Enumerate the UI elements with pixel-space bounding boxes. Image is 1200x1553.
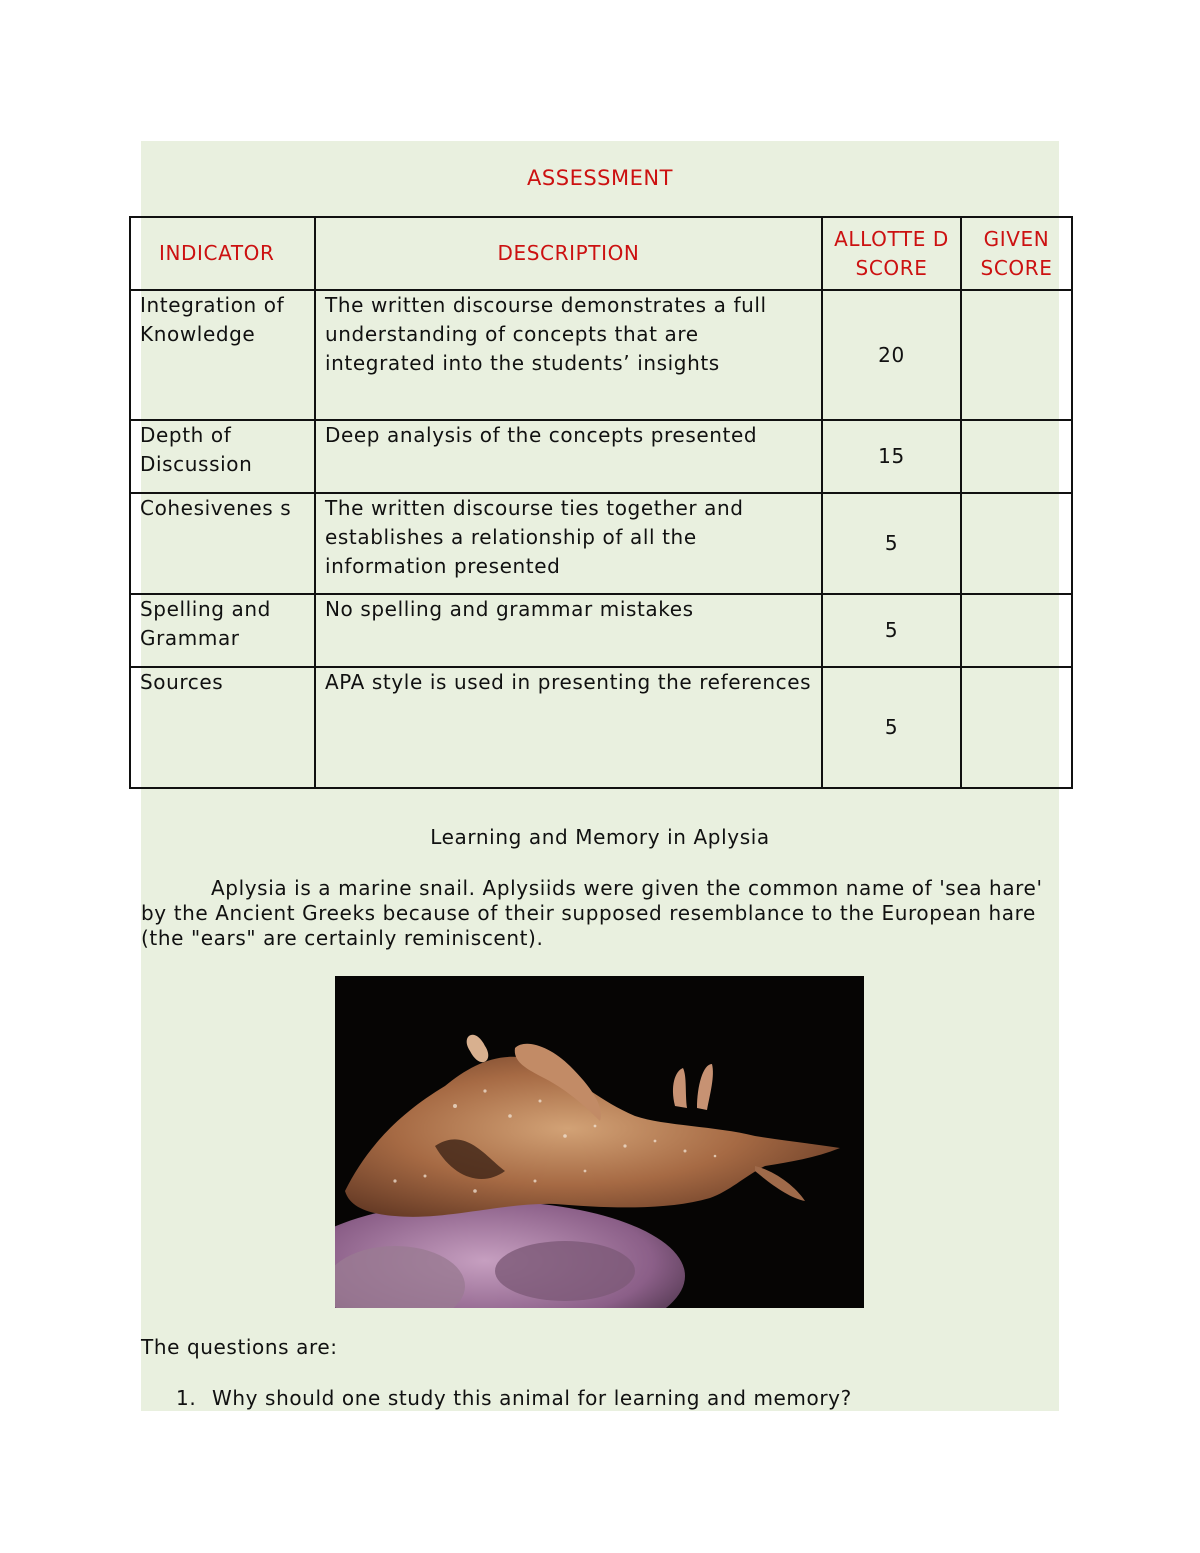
allotted-score-cell: 5 bbox=[822, 493, 961, 594]
header-indicator: INDICATOR bbox=[130, 217, 315, 290]
allotted-score-cell: 20 bbox=[822, 290, 961, 420]
given-score-cell bbox=[961, 493, 1072, 594]
description-cell: Deep analysis of the concepts presented bbox=[315, 420, 822, 493]
allotted-score-cell: 5 bbox=[822, 667, 961, 788]
description-cell: No spelling and grammar mistakes bbox=[315, 594, 822, 667]
aplysia-photo bbox=[335, 976, 864, 1308]
question-text: Why should one study this animal for learning and memory? bbox=[212, 1386, 852, 1410]
indicator-cell: Spelling and Grammar bbox=[130, 594, 315, 667]
description-cell: The written discourse demonstrates a full understanding of concepts that are integrated into the students’ insights bbox=[315, 290, 822, 420]
sea-slug-illustration bbox=[335, 976, 864, 1308]
indicator-cell: Depth of Discussion bbox=[130, 420, 315, 493]
table-row bbox=[130, 493, 1072, 594]
intro-paragraph bbox=[141, 876, 1059, 951]
table-row bbox=[130, 290, 1072, 420]
header-allotted-score: ALLOTTE D SCORE bbox=[822, 217, 961, 290]
given-score-cell bbox=[961, 667, 1072, 788]
list-item bbox=[176, 1386, 852, 1410]
table-header-row bbox=[130, 217, 1072, 290]
allotted-score-cell: 5 bbox=[822, 594, 961, 667]
table-row bbox=[130, 420, 1072, 493]
indicator-cell: Integration of Knowledge bbox=[130, 290, 315, 420]
given-score-cell bbox=[961, 420, 1072, 493]
table-row bbox=[130, 594, 1072, 667]
header-given-score: GIVEN SCORE bbox=[961, 217, 1072, 290]
given-score-cell bbox=[961, 594, 1072, 667]
description-cell: APA style is used in presenting the references bbox=[315, 667, 822, 788]
question-number: 1. bbox=[176, 1386, 197, 1410]
description-cell: The written discourse ties together and establishes a relationship of all the information presented bbox=[315, 493, 822, 594]
page-title: ASSESSMENT bbox=[527, 166, 673, 190]
intro-text: Aplysia is a marine snail. Aplysiids were given the common name of 'sea hare' by the Ancient Greeks because of their supposed resemblance to the European hare (the "ears" are certainly reminiscent). bbox=[141, 876, 1043, 950]
questions-label: The questions are: bbox=[141, 1335, 338, 1359]
table-row bbox=[130, 667, 1072, 788]
section-title: Learning and Memory in Aplysia bbox=[430, 825, 770, 849]
header-description: DESCRIPTION bbox=[315, 217, 822, 290]
indicator-cell: Cohesivenes s bbox=[130, 493, 315, 594]
given-score-cell bbox=[961, 290, 1072, 420]
allotted-score-cell: 15 bbox=[822, 420, 961, 493]
assessment-table bbox=[129, 216, 1073, 789]
indicator-cell: Sources bbox=[130, 667, 315, 788]
